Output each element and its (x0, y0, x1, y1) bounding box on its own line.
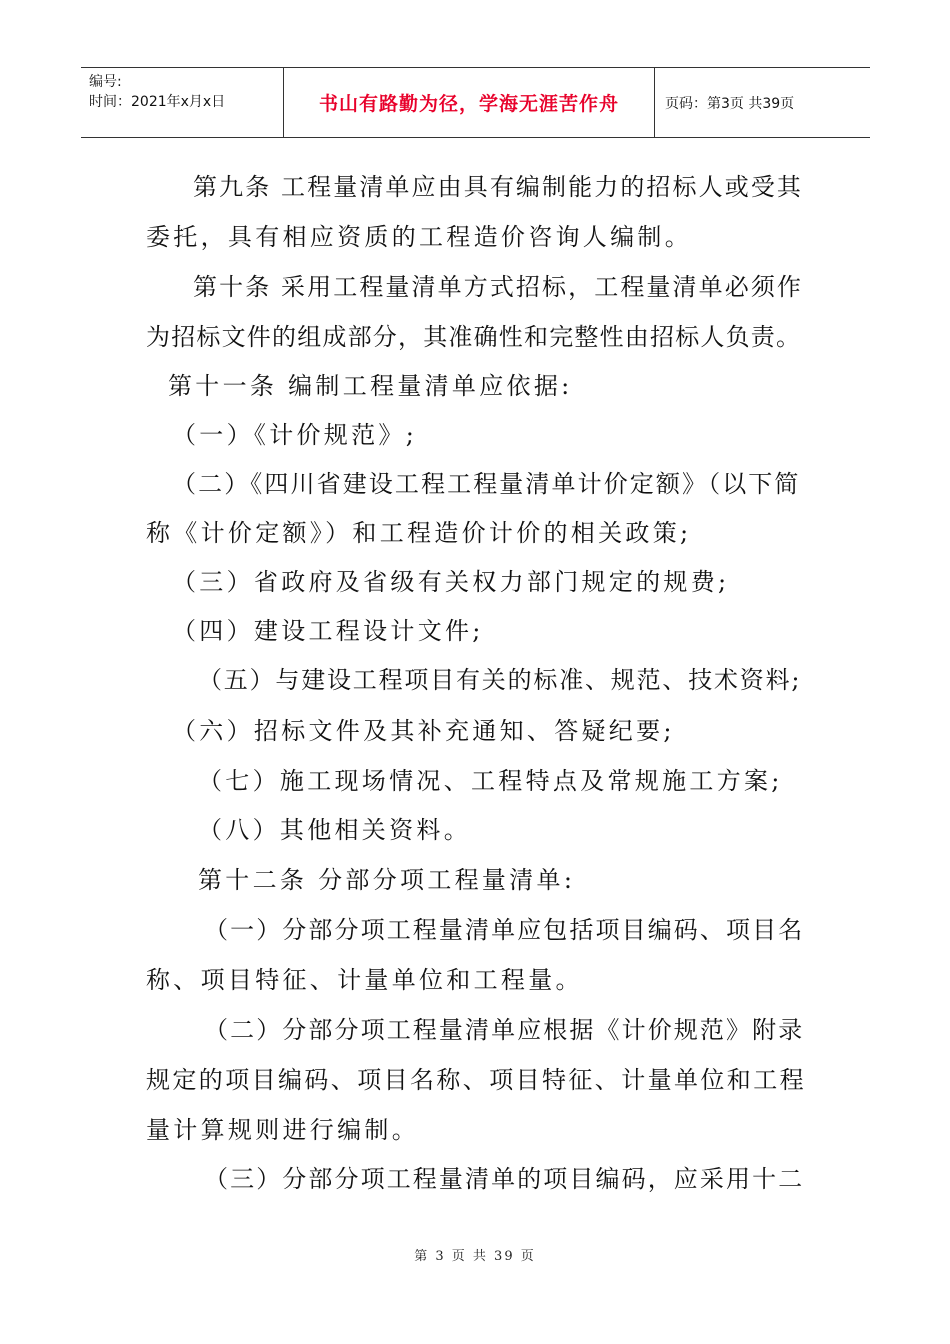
body-line: （二）《四川省建设工程工程量清单计价定额》（以下简 (172, 470, 801, 498)
body-line: （一）《计价规范》; (172, 421, 418, 449)
body-line: 规定的项目编码、项目名称、项目特征、计量单位和工程 (146, 1066, 806, 1094)
header-meta-cell (81, 68, 283, 137)
document-number-label: 编号: (89, 74, 122, 90)
body-line: （四）建设工程设计文件; (172, 617, 484, 645)
body-line: （五）与建设工程项目有关的标准、规范、技术资料; (198, 666, 802, 694)
body-line: 量计算规则进行编制。 (146, 1116, 419, 1144)
body-line: （六）招标文件及其补充通知、答疑纪要; (172, 717, 675, 745)
body-line: （八）其他相关资料。 (198, 816, 471, 844)
body-line: 第九条 工程量清单应由具有编制能力的招标人或受其 (193, 173, 804, 201)
body-line: 称、项目特征、计量单位和工程量。 (146, 966, 583, 994)
body-line: （三）省政府及省级有关权力部门规定的规费; (172, 568, 730, 596)
body-line: （一）分部分项工程量清单应包括项目编码、项目名 (204, 916, 805, 944)
header-motto: 书山有路勤为径，学海无涯苦作舟 (283, 68, 655, 137)
body-line: 称《计价定额》）和工程造价计价的相关政策; (146, 519, 692, 547)
header-page-info: 页码：第3页 共39页 (665, 95, 795, 112)
body-line: 第十二条 分部分项工程量清单: (198, 866, 576, 894)
document-date: 时间：2021年x月x日 (89, 94, 226, 110)
document-header (81, 67, 870, 138)
page-footer: 第 3 页 共 39 页 (414, 1249, 536, 1264)
body-line: （二）分部分项工程量清单应根据《计价规范》附录 (204, 1016, 805, 1044)
body-line: （三）分部分项工程量清单的项目编码，应采用十二 (204, 1165, 805, 1193)
body-line: 第十条 采用工程量清单方式招标，工程量清单必须作 (193, 273, 804, 301)
body-line: 第十一条 编制工程量清单应依据: (168, 372, 573, 400)
body-line: 为招标文件的组成部分，其准确性和完整性由招标人负责。 (146, 323, 802, 351)
body-line: 委托，具有相应资质的工程造价咨询人编制。 (146, 223, 692, 251)
body-line: （七）施工现场情况、工程特点及常规施工方案; (198, 767, 783, 795)
